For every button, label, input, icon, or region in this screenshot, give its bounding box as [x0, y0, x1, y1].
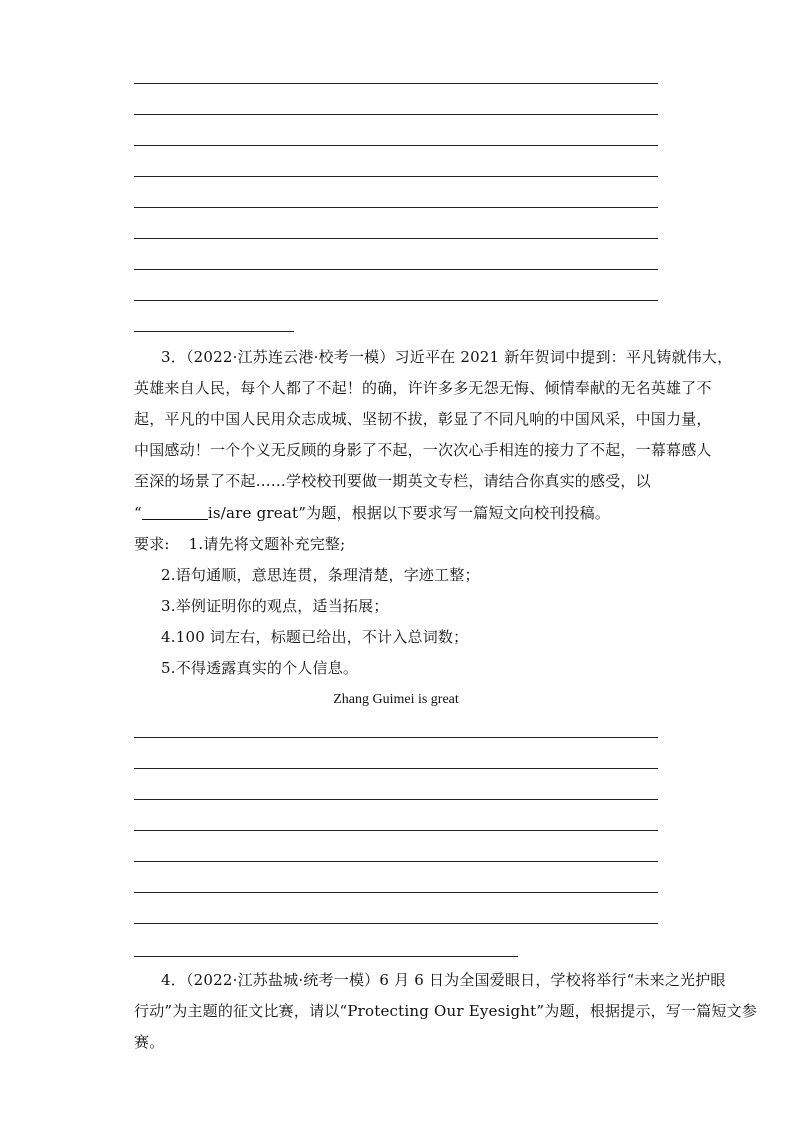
q3-line-2: 英雄来自人民，每个人都了不起！的确，许许多多无怨无悔、倾情奉献的无名英雄了不 [134, 379, 712, 397]
q3-line-5: 至深的场景了不起……学校校刊要做一期英文专栏，请结合你真实的感受，以 [134, 472, 651, 490]
answer-line [134, 207, 658, 208]
essay-title: Zhang Guimei is great [333, 692, 459, 707]
answer-line [134, 830, 658, 831]
answer-line [134, 83, 658, 84]
q3-line-4: 中国感动！一个个义无反顾的身影了不起，一次次心手相连的接力了不起，一幕幕感人 [134, 441, 712, 459]
answer-line [134, 768, 658, 769]
answer-line [134, 892, 658, 893]
answer-line [134, 737, 658, 738]
answer-line [134, 238, 658, 239]
requirement-1: 1.请先将文题补充完整; [188, 535, 346, 553]
answer-line-short [134, 331, 294, 332]
answer-line [134, 799, 658, 800]
q3-line-1: 3．（2022·江苏连云港·校考一模）习近平在 2021 新年贺词中提到：平凡铸就伟大， [161, 348, 733, 366]
q3-prompt-rest: is/are great”为题，根据以下要求写一篇短文向校刊投稿。 [207, 504, 611, 522]
answer-line [134, 923, 658, 924]
q3-prompt [134, 503, 664, 523]
q4-line-2: 行动”为主题的征文比赛，请以“Protecting Our Eyesight”为题，根据提示，写一篇短文参 [134, 1002, 758, 1020]
answer-line [134, 114, 658, 115]
q4-line-3: 赛。 [134, 1033, 165, 1051]
requirement-3: 3.举例证明你的观点，适当拓展； [161, 597, 389, 615]
answer-line [134, 145, 658, 146]
q3-line-3: 起，平凡的中国人民用众志成城、坚韧不拔，彰显了不同凡响的中国风采，中国力量， [134, 410, 712, 428]
answer-line [134, 269, 658, 270]
requirement-4: 4.100 词左右，标题已给出，不计入总词数； [161, 628, 469, 646]
answer-line [134, 176, 658, 177]
title-blank [142, 505, 208, 520]
requirements-label [134, 534, 664, 554]
requirements-label-text: 要求: [134, 535, 170, 553]
q4-line-1: 4．（2022·江苏盐城·统考一模）6 月 6 日为全国爱眼日，学校将举行“未来之光护眼 [161, 971, 726, 989]
requirement-2: 2.语句通顺，意思连贯，条理清楚，字迹工整； [161, 566, 480, 584]
answer-line [134, 861, 658, 862]
requirement-5: 5.不得透露真实的个人信息。 [161, 659, 359, 677]
answer-line [134, 300, 658, 301]
answer-line-short [134, 956, 518, 957]
q3-prompt-open-quote: “ [134, 504, 142, 522]
